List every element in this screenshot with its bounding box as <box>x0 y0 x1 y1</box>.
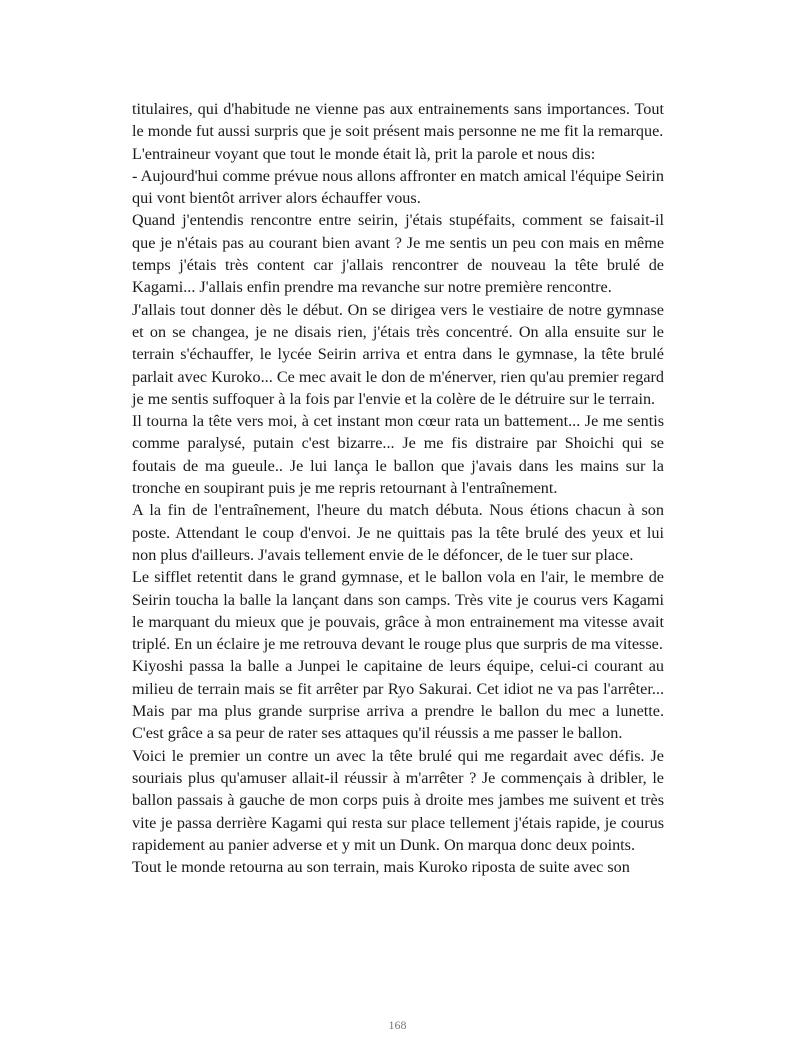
paragraph-9: Kiyoshi passa la balle a Junpei le capitaine de leurs équipe, celui-ci courant au milieu de terrain mais se fit arrêter par Ryo Sakurai. Cet idiot ne va pas l'arrêter... Mais par ma plus grande surprise arriva a prendre le ballon du mec a lunette. C'est grâce a sa peur de rater ses attaques qu'il réussis a me passer le ballon. <box>132 657 664 743</box>
paragraph-11: Tout le monde retourna au son terrain, mais Kuroko riposta de suite avec son <box>132 858 630 877</box>
paragraph-6: Il tourna la tête vers moi, à cet instant mon cœur rata un battement... Je me sentis comme paralysé, putain c'est bizarre... Je me fis distraire par Shoichi qui se foutais de ma gueule.. Je lui lança le ballon que j'avais dans les mains sur la tronche en soupirant puis je me repris retournant à l'entraînement. <box>132 412 664 498</box>
paragraph-3: - Aujourd'hui comme prévue nous allons affronter en match amical l'équipe Seirin qui vont bientôt arriver alors échauffer vous. <box>132 166 664 208</box>
paragraph-4: Quand j'entendis rencontre entre seirin, j'étais stupéfaits, comment se faisait-il que je n'étais pas au courant bien avant ? Je me sentis un peu con mais en même temps j'étais très content car j'allais rencontrer de nouveau la tête brulé de Kagami... J'allais enfin prendre ma revanche sur notre première rencontre. <box>132 211 664 297</box>
paragraph-5: J'allais tout donner dès le début. On se dirigea vers le vestiaire de notre gymnase et on se changea, je ne disais rien, j'étais très concentré. On alla ensuite sur le terrain s'échauffer, le lycée Seirin arriva et entra dans le gymnase, la tête brulé parlait avec Kuroko... Ce mec avait le don de m'énerver, rien qu'au premier regard je me sentis suffoquer à la fois par l'envie et la colère de le détruire sur le terrain. <box>132 300 664 408</box>
page-number: 168 <box>388 1018 407 1032</box>
paragraph-2: L'entraineur voyant que tout le monde était là, prit la parole et nous dis: <box>132 144 596 163</box>
paragraph-10: Voici le premier un contre un avec la tête brulé qui me regardait avec défis. Je souriais plus qu'amuser allait-il réussir à m'arrêter ? Je commençais à dribler, le ballon passais à gauche de mon corps puis à droite mes jambes me suivent et très vite je passa derrière Kagami qui resta sur place tellement j'étais rapide, je courus rapidement au panier adverse et y mit un Dunk. On marqua donc deux points. <box>132 746 664 854</box>
paragraph-7: A la fin de l'entraînement, l'heure du match débuta. Nous étions chacun à son poste. Attendant le coup d'envoi. Je ne quittais pas la tête brulé des yeux et lui non plus d'ailleurs. J'avais tellement envie de le défoncer, de le tuer sur place. <box>132 501 664 564</box>
body-text <box>132 98 664 878</box>
paragraph-8: Le sifflet retentit dans le grand gymnase, et le ballon vola en l'air, le membre de Seirin toucha la balle la lançant dans son camps. Très vite je courus vers Kagami le marquant du mieux que je pouvais, grâce à mon entrainement ma vitesse avait triplé. En un éclaire je me retrouva devant le rouge plus que surpris de ma vitesse. <box>132 568 664 654</box>
paragraph-1: titulaires, qui d'habitude ne vienne pas aux entrainements sans importances. Tout le monde fut aussi surpris que je soit présent mais personne ne me fit la remarque. <box>132 100 664 141</box>
